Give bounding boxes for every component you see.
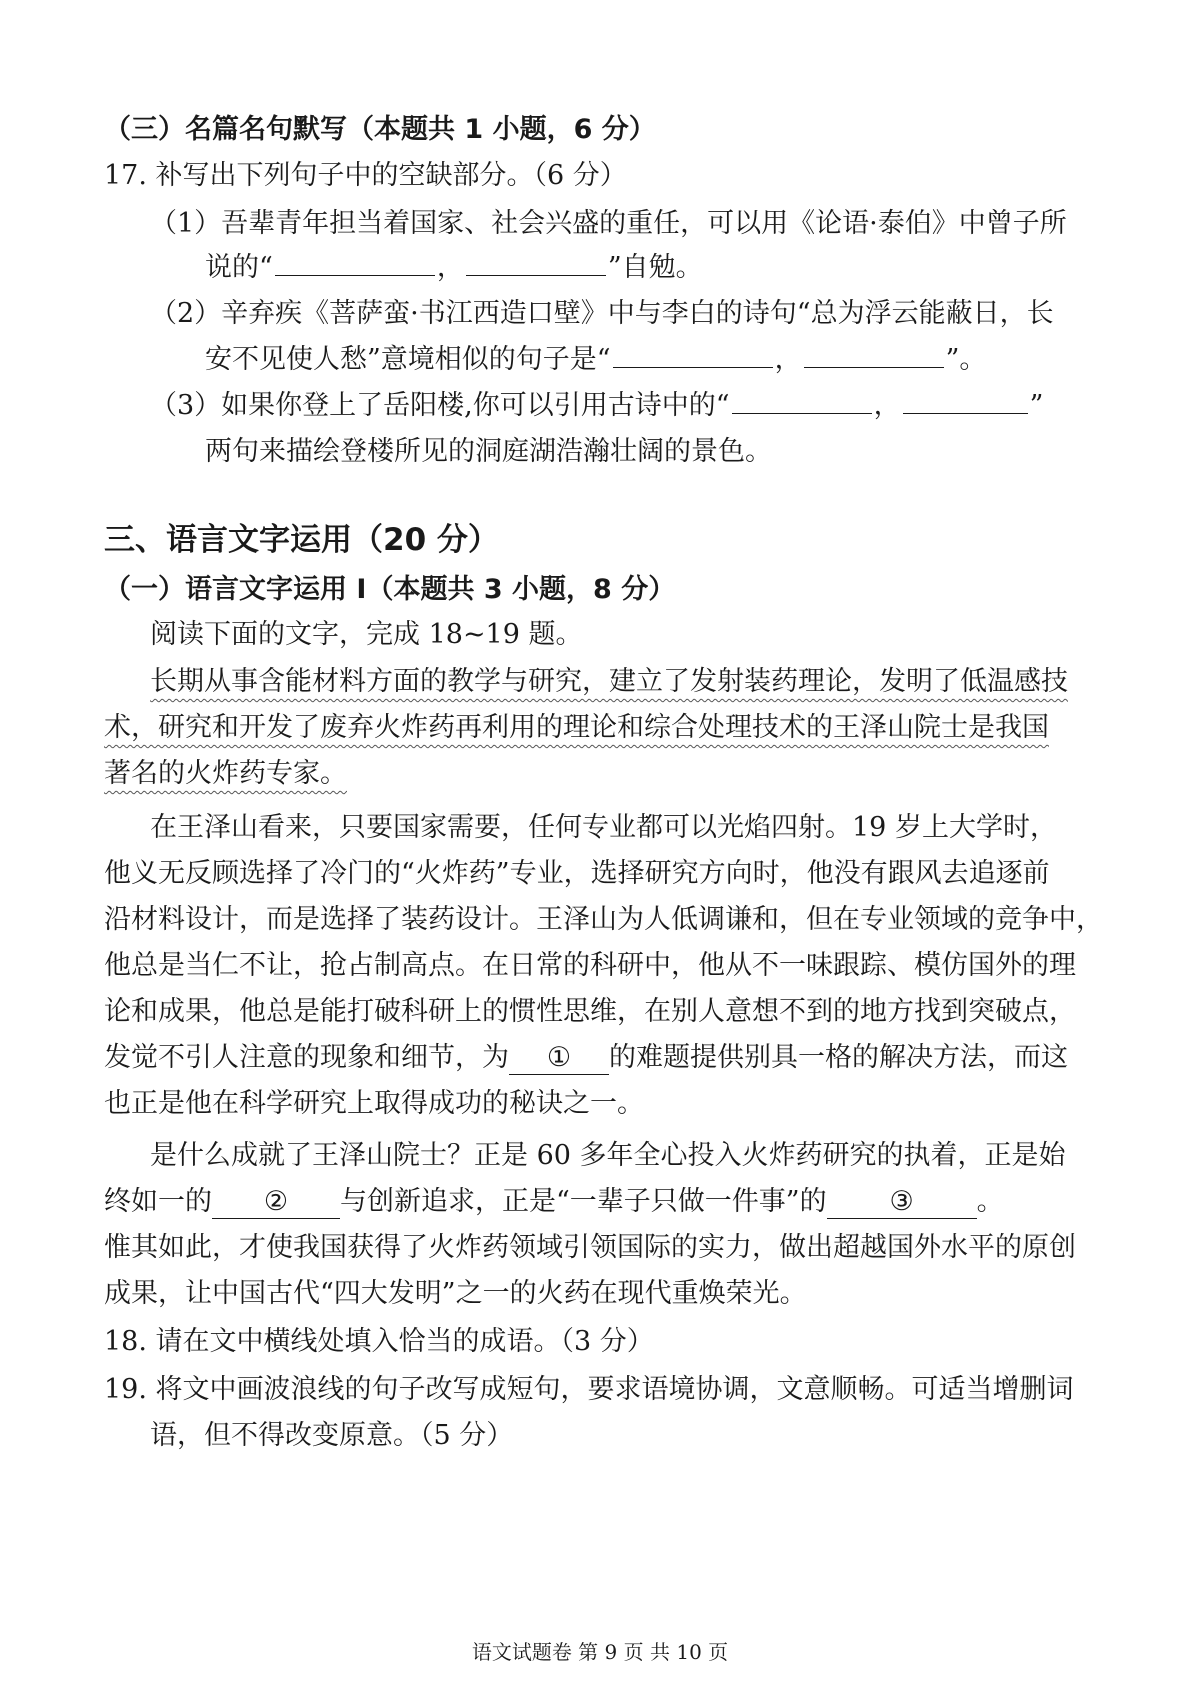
subsection-heading-language-use: （一）语言文字运用 I（本题共 3 小题，8 分） xyxy=(104,574,676,605)
q17-p2-sep: ， xyxy=(774,344,802,375)
question-17-part1-line1: （1）吾辈青年担当着国家、社会兴盛的重任，可以用《论语·泰伯》中曾子所 xyxy=(150,208,1067,239)
passage-line-with-blank-1 xyxy=(104,1038,1068,1078)
q17-p1-suffix: ”自勉。 xyxy=(607,252,703,283)
q17-p2-suffix: ”。 xyxy=(945,344,987,375)
question-19-line1: 19. 将文中画波浪线的句子改写成短句，要求语境协调，文意顺畅。可适当增删词 xyxy=(104,1374,1074,1405)
passage-line: 在王泽山看来，只要国家需要，任何专业都可以光焰四射。19 岁上大学时， xyxy=(150,812,1057,843)
answer-blank[interactable] xyxy=(466,251,606,276)
passage-line: 惟其如此，才使我国获得了火炸药领域引领国际的实力，做出超越国外水平的原创 xyxy=(104,1232,1076,1263)
passage-text: 。 xyxy=(976,1186,1004,1217)
passage-line: 是什么成就了王泽山院士？正是 60 多年全心投入火炸药研究的执着，正是始 xyxy=(150,1140,1066,1171)
question-19-line2: 语，但不得改变原意。（5 分） xyxy=(150,1420,514,1451)
section-heading-famous-lines: （三）名篇名句默写（本题共 1 小题，6 分） xyxy=(104,114,656,145)
question-17-part3-line2: 两句来描绘登楼所见的洞庭湖浩瀚壮阔的景色。 xyxy=(205,436,772,467)
q17-p3-suffix: ” xyxy=(1029,390,1044,421)
question-17-part1-line2 xyxy=(205,248,703,288)
passage-line-with-blanks-2-3 xyxy=(104,1182,1004,1222)
passage-text: 终如一的 xyxy=(104,1186,212,1217)
answer-blank[interactable] xyxy=(613,343,773,368)
q17-p1-prefix: 说的“ xyxy=(205,252,273,283)
passage-text: 发觉不引人注意的现象和细节，为 xyxy=(104,1042,509,1073)
q17-p1-sep: ， xyxy=(436,252,464,283)
question-17-part3-line1 xyxy=(150,386,1043,426)
q17-p3-sep: ， xyxy=(873,390,901,421)
passage-text: 与创新追求，正是“一辈子只做一件事”的 xyxy=(340,1186,827,1217)
page-footer: 语文试题卷 第 9 页 共 10 页 xyxy=(471,1640,729,1664)
passage-line: 论和成果，他总是能打破科研上的惯性思维，在别人意想不到的地方找到突破点， xyxy=(104,996,1076,1027)
part-3-heading: 三、语言文字运用（20 分） xyxy=(104,522,499,558)
reading-instruction: 阅读下面的文字，完成 18~19 题。 xyxy=(150,619,583,650)
passage-wavy-line: 长期从事含能材料方面的教学与研究，建立了发射装药理论，发明了低温感技 xyxy=(150,666,1068,697)
answer-blank[interactable] xyxy=(903,389,1028,414)
passage-wavy-line: 著名的火炸药专家。 xyxy=(104,758,347,789)
passage-line: 他总是当仁不让，抢占制高点。在日常的科研中，他从不一味跟踪、模仿国外的理 xyxy=(104,950,1076,981)
answer-blank[interactable] xyxy=(732,389,872,414)
passage-line: 沿材料设计，而是选择了装药设计。王泽山为人低调谦和，但在专业领域的竞争中， xyxy=(104,904,1103,935)
question-18: 18. 请在文中横线处填入恰当的成语。（3 分） xyxy=(104,1326,654,1357)
answer-blank[interactable] xyxy=(275,251,435,276)
answer-blank[interactable] xyxy=(804,343,944,368)
passage-line: 成果，让中国古代“四大发明”之一的火药在现代重焕荣光。 xyxy=(104,1278,807,1309)
question-17-part2-line2 xyxy=(205,340,986,380)
passage-text: 的难题提供别具一格的解决方法，而这 xyxy=(609,1042,1068,1073)
question-17-stem: 17. 补写出下列句子中的空缺部分。（6 分） xyxy=(104,160,627,191)
blank-2[interactable]: ② xyxy=(212,1186,340,1219)
blank-1[interactable]: ① xyxy=(509,1042,609,1075)
q17-p3-prefix: （3）如果你登上了岳阳楼,你可以引用古诗中的“ xyxy=(150,390,730,421)
passage-wavy-line: 术，研究和开发了废弃火炸药再利用的理论和综合处理技术的王泽山院士是我国 xyxy=(104,712,1049,743)
passage-line: 他义无反顾选择了冷门的“火炸药”专业，选择研究方向时，他没有跟风去追逐前 xyxy=(104,858,1050,889)
passage-line: 也正是他在科学研究上取得成功的秘诀之一。 xyxy=(104,1088,644,1119)
blank-3[interactable]: ③ xyxy=(827,1186,977,1219)
q17-p2-prefix: 安不见使人愁”意境相似的句子是“ xyxy=(205,344,611,375)
question-17-part2-line1: （2）辛弃疾《菩萨蛮·书江西造口壁》中与李白的诗句“总为浮云能蔽日，长 xyxy=(150,298,1054,329)
